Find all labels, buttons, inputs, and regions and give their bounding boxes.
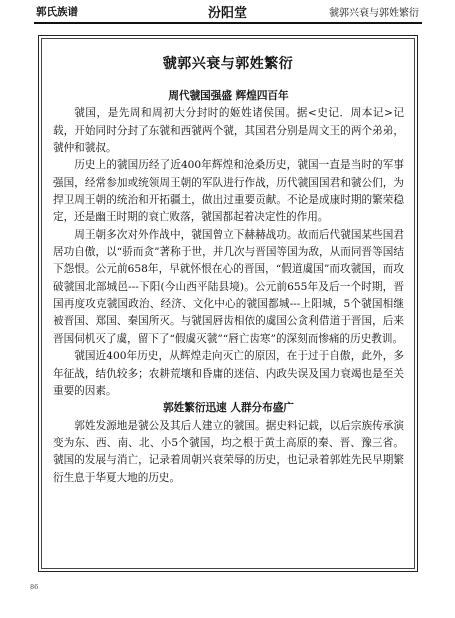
article-body	[53, 88, 404, 487]
section-heading: 郭姓繁衍迅速 人群分布盛广	[163, 402, 294, 415]
paragraph: 虢国近400年历史，从辉煌走向灭亡的原因，在于过于自傲，此外，多年征战，结仇较多；农耕荒壤和昏庸的迷信、内政失误及国力衰竭也是至关重要的因素。	[53, 350, 404, 397]
header-rule	[34, 22, 422, 24]
paragraph: 郭姓发源地是虢公及其后人建立的虢国。据史料记载，以后宗族传承演变为东、西、南、北、小5个虢国，均之根于黄土高原的秦、晋、豫三省。虢国的发展与消亡，记录着周朝兴衰荣辱的历史，也记录着郭姓先民早期繁衍生息于华夏大地的历史。	[53, 419, 404, 484]
section-heading: 周代虢国强盛 辉煌四百年	[168, 90, 289, 102]
header-chapter-title: 虢郭兴衰与郭姓繁衍	[329, 8, 419, 19]
article-title: 虢郭兴衰与郭姓繁衍	[162, 56, 294, 72]
page-number: 86	[30, 583, 39, 591]
running-header	[0, 0, 455, 20]
paragraph: 虢国，是先周和周初大分封时的姬姓诸侯国。据<史记．周本记>记载，开始同时分封了东虢和西虢两个虢，其国君分别是周文王的两个弟弟，虢仲和虢叔。	[53, 107, 404, 155]
paragraph: 历史上的虢国历经了近400年辉煌和沧桑历史，虢国一直是当时的军事强国，经常参加或统领周王朝的军队进行作战，历代虢国国君和虢公们，为捍卫周王朝的统治和开拓疆土，做出过重要贡献。不论是成康时期的繁荣稳定，还是幽王时期的衰亡败落，虢国都起着决定性的作用。	[53, 159, 404, 224]
paragraph: 周王朝多次对外作战中，虢国曾立下赫赫战功。故而后代虢国某些国君居功自傲，以“骄而贪”著称于世，并几次与晋国等国为敌，从而同晋等国结下怨恨。公元前658年，早就怀恨在心的晋国，“假道虞国”而攻虢国，而攻破虢国北部城邑---下阳(今山西平陆县境)。公元前655年及后一个时期，晋国再度攻克虢国政治、经济、文化中心的虢国都城---上阳城，5个虢国相继被晋国、郑国、秦国所灭。与虢国唇齿相依的虞国公贪利借道于晋国，后来晋国伺机灭了虞，留下了“假虞灭虢”“唇亡齿寒”的深刻而惨痛的历史教训。	[53, 228, 404, 345]
header-book-title: 郭氏族谱	[36, 6, 78, 18]
content-frame	[38, 35, 418, 572]
header-hall-name: 汾阳堂	[207, 6, 247, 21]
